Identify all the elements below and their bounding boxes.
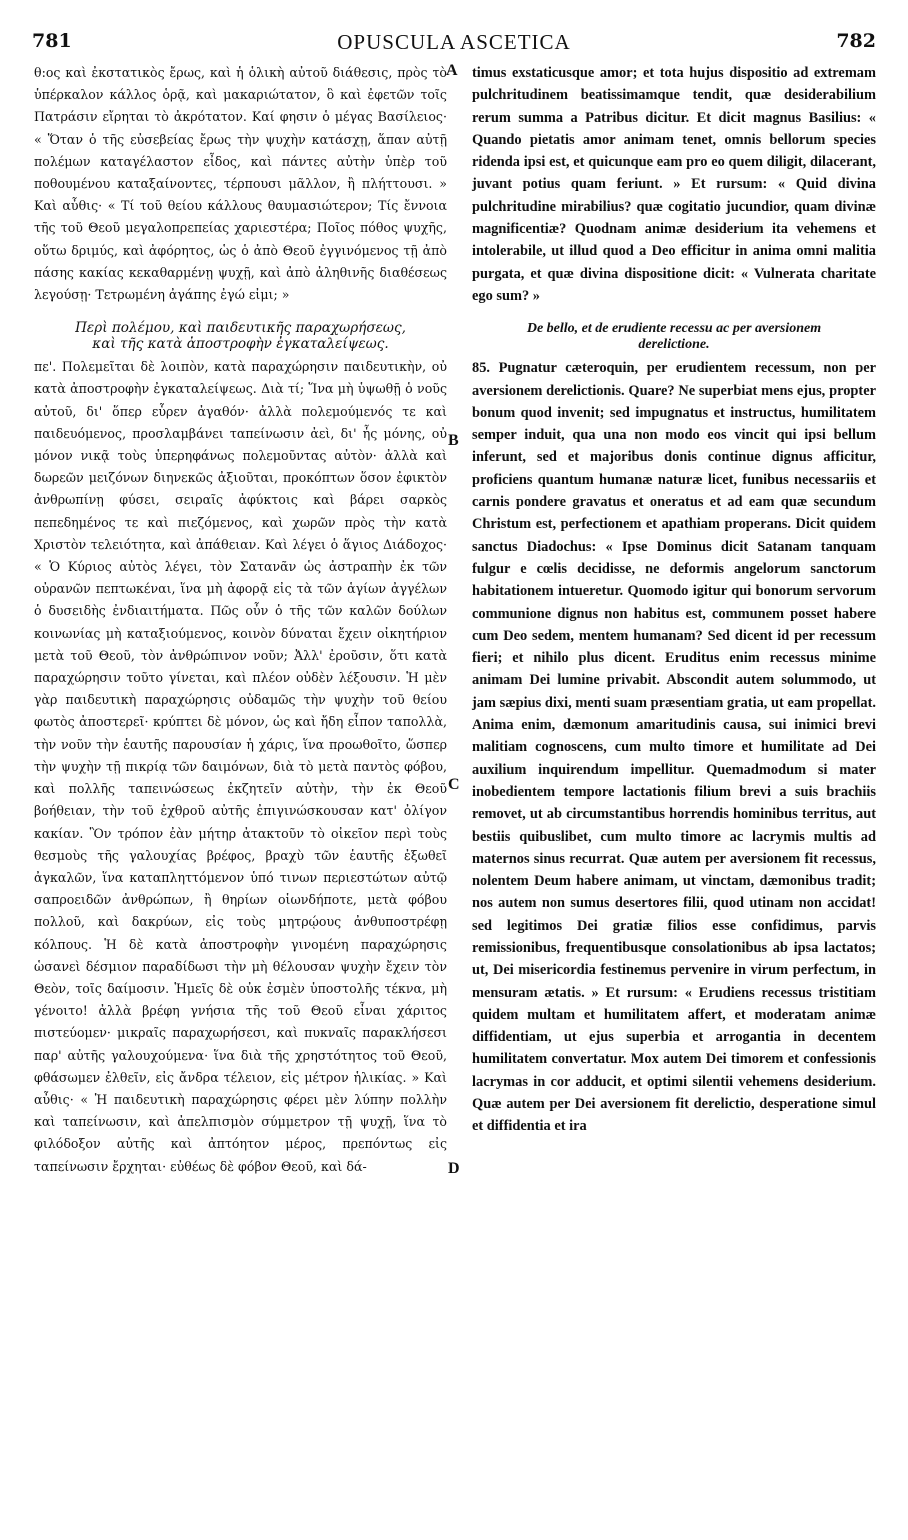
page-number-right: 782 (836, 30, 876, 52)
latin-section-heading (472, 321, 876, 353)
greek-heading-line-2: καὶ τῆς κατὰ ἀποστροφὴν ἐγκαταλείψεως. (92, 336, 389, 353)
page-number-left: 781 (32, 30, 72, 52)
greek-heading-line-1: Περὶ πολέμου, καὶ παιδευτικῆς παραχωρήσεως, (75, 320, 406, 337)
margin-letter-a: A (446, 62, 458, 79)
latin-heading-line-2: derelictione. (638, 337, 710, 353)
margin-letter-c: C (448, 776, 460, 793)
margin-letter-b: B (448, 432, 459, 449)
latin-paragraph-2: 85. Pugnatur cæteroquin, per erudientem recessum, non per aversionem derelictionis. Quare? Ne superbiat mens ejus, propter bonum quod invenit; sed impugnatus et instructus, humilitatem semper induit, qua una non modo eos vincit qui ipsi bellum inferunt, sed et majoribus donis continue dignus afficitur, proficiens quantum humanæ naturæ licet, funibus necessariis et carnis pondere gravatus et oneratus et ad eam quæ secundum Christum est, perfectionem et apathiam properans. Dicit quidem sanctus Diadochus: « Ipse Dominus dicit Satanam tanquam fulgur e cœlis decidisse, ne deformis angelorum sanctorum habitationem intueretur. Quomodo igitur qui bonorum servorum communione dignus non habitus est, communem posset habere cum Deo sedem, mentem humanam? Sed dicent id per recessum fieri; et nihilo plus dicent. Eruditus enim recessus minime animam Dei lumine privabit. Abscondit autem solummodo, ut jam sæpius dixi, menti suam præsentiam gratia, ut eam propellat. Anima enim, dæmonum amaritudinis causa, sui inimici brevi malitiam cognoscens, cum multo timore et humilitate ad Dei auxilium inquirendum impellitur. Quemadmodum si mater inobedientem tempore lactationis filium brevi a suis brachiis removet, ut ab circumstantibus horrendis hominibus territus, aut bestiis quibuslibet, cum multo timore ac lacrymis multis ad maternos sinus recurrat. Quæ autem per aversionem fit recessus, nolentem Deum habere animam, ut vinctam, dæmonibus tradit; nos autem non sumus desertores filii, quod utinam non accidat! sed legitimos Dei gratiæ filios esse confidimus, parvis remissionibus, frequentibusque consolationibus ab ipsa lactatos; ut, Dei misericordia festinemus pervenire in virum perfectum, in mensuram ætatis. » Et rursum: « Erudiens recessus tristitiam quidem multam et humilitatem affert, et moderatam animæ diffidentiam, ut ejus superbia et arrogantia in decentem humilitatem convertatur. Mox autem Dei timorem et confessionis lacrymas in cor adducit, et optimi silentii vehemens desiderium. Quæ autem per Dei aversionem fit derelictio, desperatione simul et diffidentia et ira (472, 360, 876, 1135)
greek-column (34, 62, 447, 1178)
margin-letter-d: D (448, 1160, 460, 1177)
latin-paragraph-1: timus exstaticusque amor; et tota hujus dispositio ad extremam pulchritudinem beatissimamque tendit, quæ desiderabilium rerum summa a Patribus dicitur. Et dicit magnus Basilius: « Quando pietatis amor animam tenet, omnis bellorum species ridenda ipsi est, et quicunque eam pro eo quem diligit, dilacerant, juvant potius quam feriunt. » Et rursum: « Quid divina pulchritudine mirabilius? quæ cogitatio jucundior, quam divinæ magnificentiæ? Quodnam animæ desiderium ita vehemens et intolerabile, ut illud quod a Deo efficitur in anima omni malitia purgata, et quæ divina dispositione dicit: « Vulnerata charitate ego sum? » (472, 65, 876, 304)
latin-heading-line-1: De bello, et de erudiente recessu ac per aversionem (526, 321, 822, 337)
running-header (30, 30, 878, 60)
latin-column (472, 62, 876, 1138)
greek-paragraph-2: πε'. Πολεμεῖται δὲ λοιπὸν, κατὰ παραχώρησιν παιδευτικὴν, οὐ κατὰ ἀποστροφὴν ἐγκαταλείψεως. Διὰ τί; Ἵνα μὴ ὑψωθῇ ὁ νοῦς αὐτοῦ, δι' ὅπερ εὗρεν ἀγαθόν· ἀλλὰ πολεμούμενός τε καὶ παιδευόμενος, προσλαμβάνει ταπείνωσιν ἀεὶ, δι' ἧς μόνης, οὐ μόνον νικᾷ τοὺς ὑπερηφάνως πολεμοῦντας αὐτὸν· ἀλλὰ καὶ δωρεῶν μειζόνων διηνεκῶς ἀξιοῦται, προκόπτων ὅσον ἐφικτὸν ἀνθρωπίνῃ φύσει, σειραῖς ἀφύκτοις καὶ βάρει σαρκὸς πεπεδημένος τε καὶ πιεζόμενος, καὶ χωρῶν πρὸς τὴν κατὰ Χριστὸν τελειότητα, καὶ ἀπάθειαν. Καὶ λέγει ὁ ἅγιος Διάδοχος· « Ὁ Κύριος αὐτὸς λέγει, τὸν Σατανᾶν ὡς ἀστραπὴν ἐκ τῶν οὐρανῶν πεπτωκέναι, ἵνα μὴ ἀφορᾷ εἰς τὰ τῶν ἁγίων ἀγγέλων ὁ δυσειδὴς ἐνδιαιτήματα. Πῶς οὖν ὁ τῆς τῶν καλῶν δούλων κοινωνίας μὴ καταξιούμενος, κοινὸν δύναται ἔχειν οἰκητήριον μετὰ τοῦ Θεοῦ, τὸν ἀνθρώπινον νοῦν; Ἀλλ' ἐροῦσιν, ὅτι κατὰ παραχώρησιν τοῦτο γίνεται, καὶ πλέον οὐδὲν λέξουσιν. Ἡ μὲν γὰρ παιδευτικὴ παραχώρησις οὐδαμῶς τὴν ψυχὴν τοῦ θείου φωτὸς ἀποστερεῖ· κρύπτει δὲ μόνον, ὡς καὶ ἤδη εἶπον ταπολλὰ, τὴν νοῦν τὴν ἑαυτῆς παρουσίαν ἡ χάρις, ἵνα προωθοῖτο, ὥσπερ τὴν ψυχὴν τῇ πικρίᾳ τῶν δαιμόνων, διὰ τὸ μετὰ παντὸς φόβου, καὶ πολλῆς ταπεινώσεως ἐκζητεῖν αὐτὴν, τὴν ἐκ Θεοῦ βοήθειαν, τὴν τοῦ ἐχθροῦ αὐτῆς ἐπιγινώσκουσαν κατ' ὀλίγον κακίαν. Ὃν τρόπον ἐὰν μήτηρ ἀτακτοῦν τὸ οἰκεῖον περὶ τοὺς θεσμοὺς τῆς γαλουχίας βρέφος, βραχὺ τῶν ἑαυτῆς ἐξωθεῖ ἀγκαλῶν, ἵνα καταπληττόμενον ὑπό τινων περιεστώτων αὐτῷ σαπροειδῶν ἀνθρώπων, ἢ θηρίων οἱωνδήποτε, μετὰ φόβου πολλοῦ, καὶ δακρύων, εἰς τοὺς μητρῴους ἀνθυποστρέφῃ κόλπους. Ἡ δὲ κατὰ ἀποστροφὴν γινομένη παραχώρησις ὡσανεὶ δέσμιον παραδίδωσι τὴν μὴ θέλουσαν ψυχὴν ἔχειν τὸν Θεὸν, τοῖς δαίμοσιν. Ἡμεῖς δὲ οὐκ ἐσμὲν ὑποστολῆς τέκνα, μὴ γένοιτο! ἀλλὰ βρέφη γνήσια τῆς τοῦ Θεοῦ εἶναι χάριτος πιστεύομεν· μικραῖς παραχωρήσεσι, καὶ πυκναῖς παρακλήσεσι παρ' αὐτῆς γαλουχούμενα· ἵνα διὰ τῆς χρηστότητος τοῦ Θεοῦ, φθάσωμεν ἐλθεῖν, εἰς ἄνδρα τέλειον, εἰς μέτρον ἡλικίας. » Καὶ αὖθις· « Ἡ παιδευτικὴ παραχώρησις φέρει μὲν λύπην πολλὴν καὶ ταπείνωσιν, καὶ ἀπελπισμὸν σύμμετρον τῇ ψυχῇ, ἵνα τὸ φιλόδοξον αὐτῆς καὶ ἀπτόητον μέρος, πρεπόντως εἰς ταπείνωσιν ἔρχηται· εὐθέως δὲ φόβον Θεοῦ, καὶ δά- (34, 359, 447, 1174)
running-title: OPUSCULA ASCETICA (337, 30, 571, 54)
greek-paragraph-1: θ:ος καὶ ἐκστατικὸς ἔρως, καὶ ἡ ὁλικὴ αὐτοῦ διάθεσις, πρὸς τὸ ὑπέρκαλον κάλλος ὁρᾷ, καὶ μακαριώτατον, ὃ καὶ ἐφετῶν τοῖς Πατράσιν εἴρηται τὸ ἀκρότατον. Καί φησιν ὁ μέγας Βασίλειος· « Ὅταν ὁ τῆς εὐσεβείας ἔρως τὴν ψυχὴν κατάσχῃ, ἅπαν αὐτῇ πολέμων καταγέλαστον εἶδος, καὶ πάντες αὐτὴν ὑπὲρ τοῦ ποθουμένου καταξαίνοντες, τέρπουσι μᾶλλον, ἢ πλήττουσι. » Καὶ αὖθις· « Τί τοῦ θείου κάλλους θαυμασιώτερον; Τίς ἔννοια τῆς τοῦ Θεοῦ μεγαλοπρεπείας χαριεστέρα; Ποῖος πόθος ψυχῆς, οὕτω δριμύς, καὶ ἀφόρητος, ὡς ὁ ἀπὸ Θεοῦ ἐγγινόμενος τῇ ἀπὸ πάσης κακίας κεκαθαρμένῃ ψυχῇ, καὶ ἀπὸ ἀληθινῆς διαθέσεως λεγούσῃ· Τετρωμένη ἀγάπης ἐγώ εἰμι; » (34, 65, 447, 303)
greek-section-heading (34, 320, 447, 352)
